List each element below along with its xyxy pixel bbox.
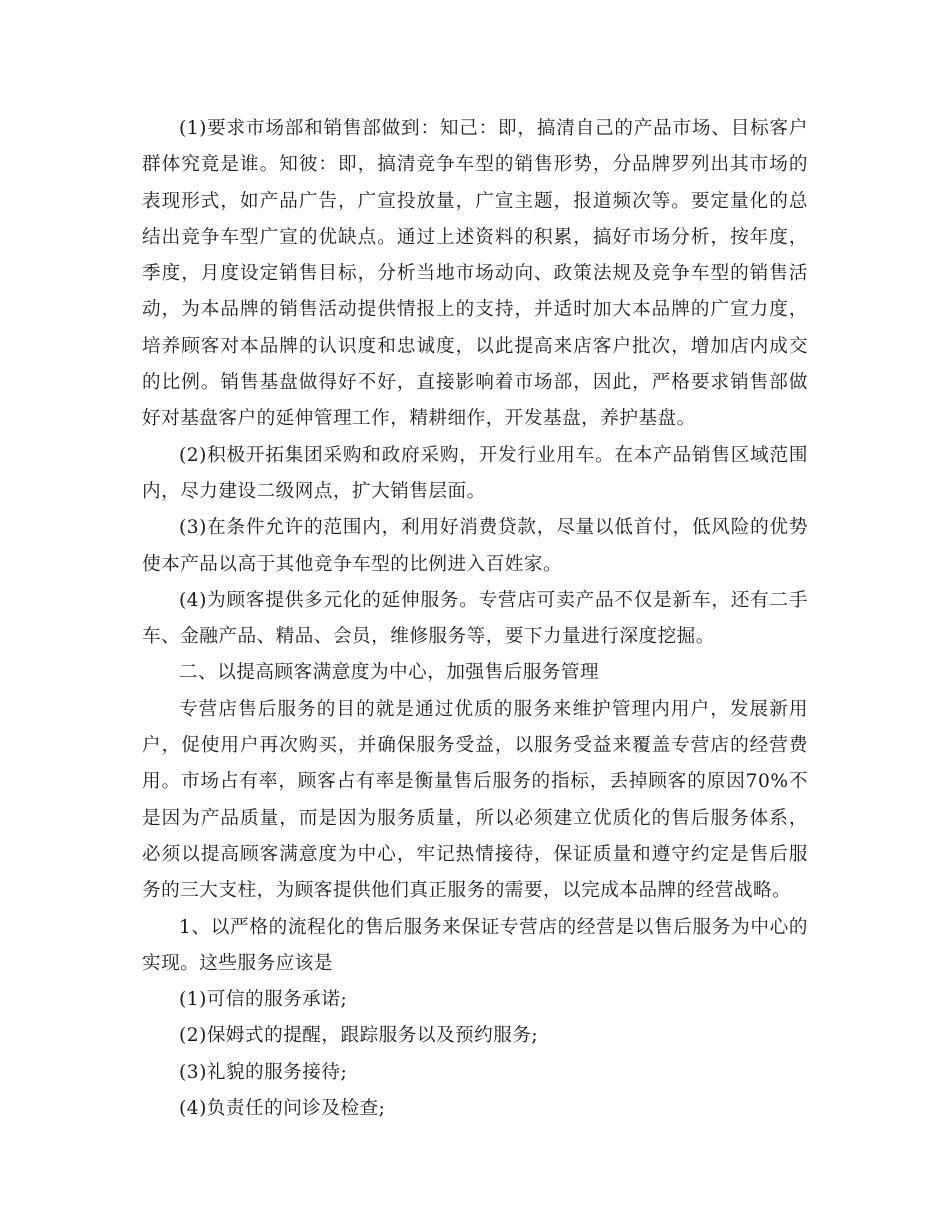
list-item-inspection: (4)负责任的问诊及检查; bbox=[179, 1098, 386, 1120]
paragraph-group-procurement: (2)积极开拓集团采购和政府采购，开发行业用车。在本产品销售区域范围内，尽力建设二级网点，扩大销售层面。 bbox=[142, 444, 808, 502]
paragraph-market-sales-requirements: (1)要求市场部和销售部做到：知己：即，搞清自己的产品市场、目标客户群体究竟是谁。知彼：即，搞清竞争车型的销售形势，分品牌罗列出其市场的表现形式，如产品广告，广宣投放量，广宣主题，报道频次等。要定量化的总结出竞争车型广宣的优缺点。通过上述资料的积累，搞好市场分析，按年度，季度，月度设定销售目标，分析当地市场动向、政策法规及竞争车型的销售活动，为本品牌的销售活动提供情报上的支持，并适时加大本品牌的广宣力度，培养顾客对本品牌的认识度和忠诚度，以此提高来店客户批次，增加店内成交的比例。销售基盘做得好不好，直接影响着市场部，因此，严格要求销售部做好对基盘客户的延伸管理工作，精耕细作，开发基盘，养护基盘。 bbox=[142, 118, 808, 430]
list-item-polite-reception: (3)礼貌的服务接待; bbox=[179, 1061, 348, 1083]
paragraph-consumer-loans: (3)在条件允许的范围内，利用好消费贷款，尽量以低首付，低风险的优势使本产品以高于其他竞争车型的比例进入百姓家。 bbox=[142, 517, 808, 575]
list-item-credible-promise: (1)可信的服务承诺; bbox=[179, 989, 348, 1011]
section-heading-after-sales: 二、以提高顾客满意度为中心，加强售后服务管理 bbox=[179, 662, 600, 684]
document-body bbox=[142, 111, 808, 1127]
paragraph-after-sales-purpose: 专营店售后服务的目的就是通过优质的服务来维护管理内用户，发展新用户，促使用户再次购买，并确保服务受益，以服务受益来覆盖专营店的经营费用。市场占有率，顾客占有率是衡量售后服务的指标，丢掉顾客的原因70%不是因为产品质量，而是因为服务质量，所以必须建立优质化的售后服务体系，必须以提高顾客满意度为中心，牢记热情接待，保证质量和遵守约定是售后服务的三大支柱，为顾客提供他们真正服务的需要，以完成本品牌的经营战略。 bbox=[142, 698, 808, 902]
paragraph-process-service: 1、以严格的流程化的售后服务来保证专营店的经营是以售后服务为中心的实现。这些服务应该是 bbox=[142, 916, 808, 974]
list-item-reminder-tracking: (2)保姆式的提醒，跟踪服务以及预约服务; bbox=[179, 1025, 539, 1047]
paragraph-extended-services: (4)为顾客提供多元化的延伸服务。专营店可卖产品不仅是新车，还有二手车、金融产品、精品、会员，维修服务等，要下力量进行深度挖掘。 bbox=[142, 589, 808, 648]
